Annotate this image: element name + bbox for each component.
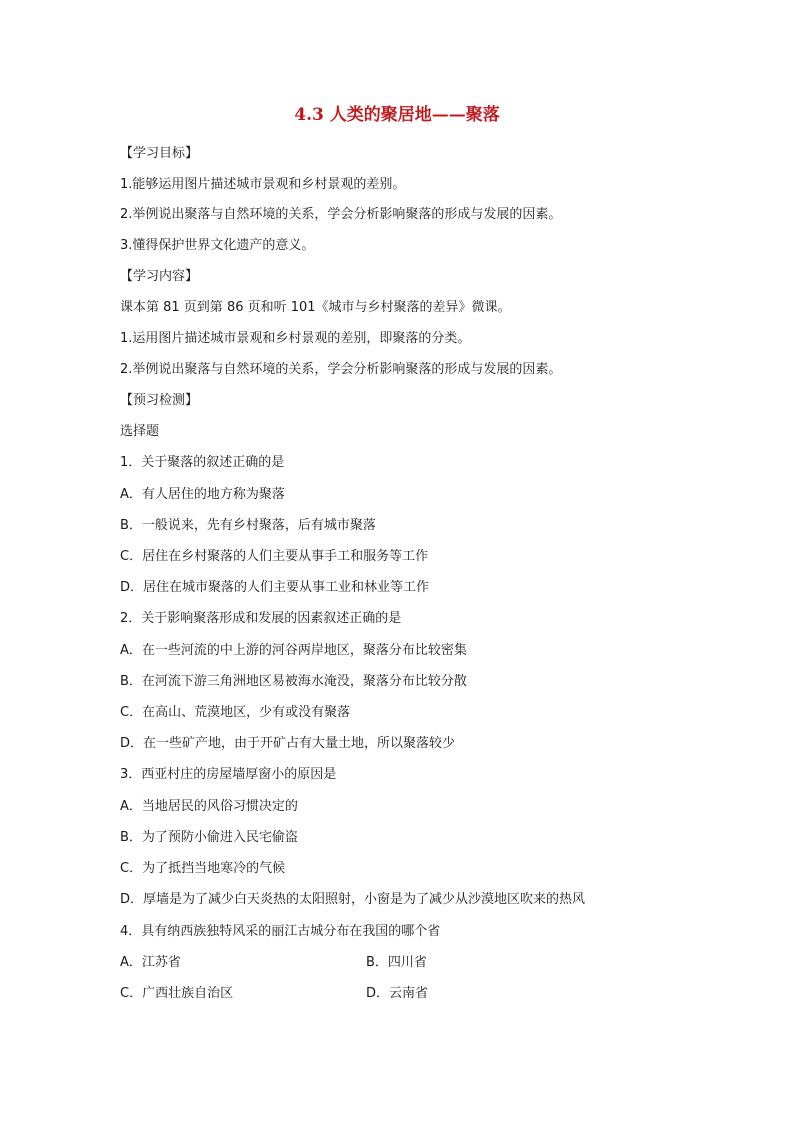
question-3-stem: 3．西亚村庄的房屋墙厚窗小的原因是 — [120, 767, 337, 782]
content-heading: 【学习内容】 — [120, 269, 199, 284]
preview-heading: 【预习检测】 — [120, 393, 199, 408]
question-1-option-d: D．居住在城市聚落的人们主要从事工业和林业等工作 — [120, 580, 430, 595]
content-item-2: 2.举例说出聚落与自然环境的关系，学会分析影响聚落的形成与发展的因素。 — [120, 362, 562, 377]
question-3-option-c: C．为了抵挡当地寒冷的气候 — [120, 861, 286, 876]
objectives-heading: 【学习目标】 — [120, 146, 199, 161]
objective-item-3: 3.懂得保护世界文化遗产的意义。 — [120, 238, 315, 253]
section-label: 选择题 — [120, 424, 160, 439]
question-2-option-c: C．在高山、荒漠地区，少有或没有聚落 — [120, 705, 351, 720]
question-4-stem: 4．具有纳西族独特风采的丽江古城分布在我国的哪个省 — [120, 924, 441, 939]
question-3-option-b: B．为了预防小偷进入民宅偷盗 — [120, 830, 298, 845]
objective-item-1: 1.能够运用图片描述城市景观和乡村景观的差别。 — [120, 177, 406, 192]
question-1-stem: 1．关于聚落的叙述正确的是 — [120, 455, 285, 470]
content-item-1: 1.运用图片描述城市景观和乡村景观的差别，即聚落的分类。 — [120, 331, 471, 346]
question-3-option-d: D．厚墙是为了减少白天炎热的太阳照射，小窗是为了减少从沙漠地区吹来的热风 — [120, 892, 586, 907]
question-4-option-b: B．四川省 — [366, 955, 427, 970]
question-4-option-a: A．江苏省 — [120, 955, 181, 970]
question-2-stem: 2．关于影响聚落形成和发展的因素叙述正确的是 — [120, 611, 402, 626]
content-intro: 课本第 81 页到第 86 页和听 101《城市与乡村聚落的差异》微课。 — [120, 300, 511, 315]
question-4-option-d: D．云南省 — [366, 986, 429, 1001]
question-2-option-a: A．在一些河流的中上游的河谷两岸地区，聚落分布比较密集 — [120, 643, 467, 658]
page-title: 4.3 人类的聚居地——聚落 — [294, 105, 500, 125]
question-4-option-c: C．广西壮族自治区 — [120, 986, 234, 1001]
question-3-option-a: A．当地居民的风俗习惯决定的 — [120, 799, 298, 814]
question-2-option-b: B．在河流下游三角洲地区易被海水淹没，聚落分布比较分散 — [120, 674, 467, 689]
question-1-option-c: C．居住在乡村聚落的人们主要从事手工和服务等工作 — [120, 549, 429, 564]
question-1-option-b: B．一般说来，先有乡村聚落，后有城市聚落 — [120, 518, 376, 533]
question-1-option-a: A．有人居住的地方称为聚落 — [120, 487, 285, 502]
objective-item-2: 2.举例说出聚落与自然环境的关系，学会分析影响聚落的形成与发展的因素。 — [120, 207, 562, 222]
question-2-option-d: D．在一些矿产地，由于开矿占有大量土地，所以聚落较少 — [120, 736, 456, 751]
